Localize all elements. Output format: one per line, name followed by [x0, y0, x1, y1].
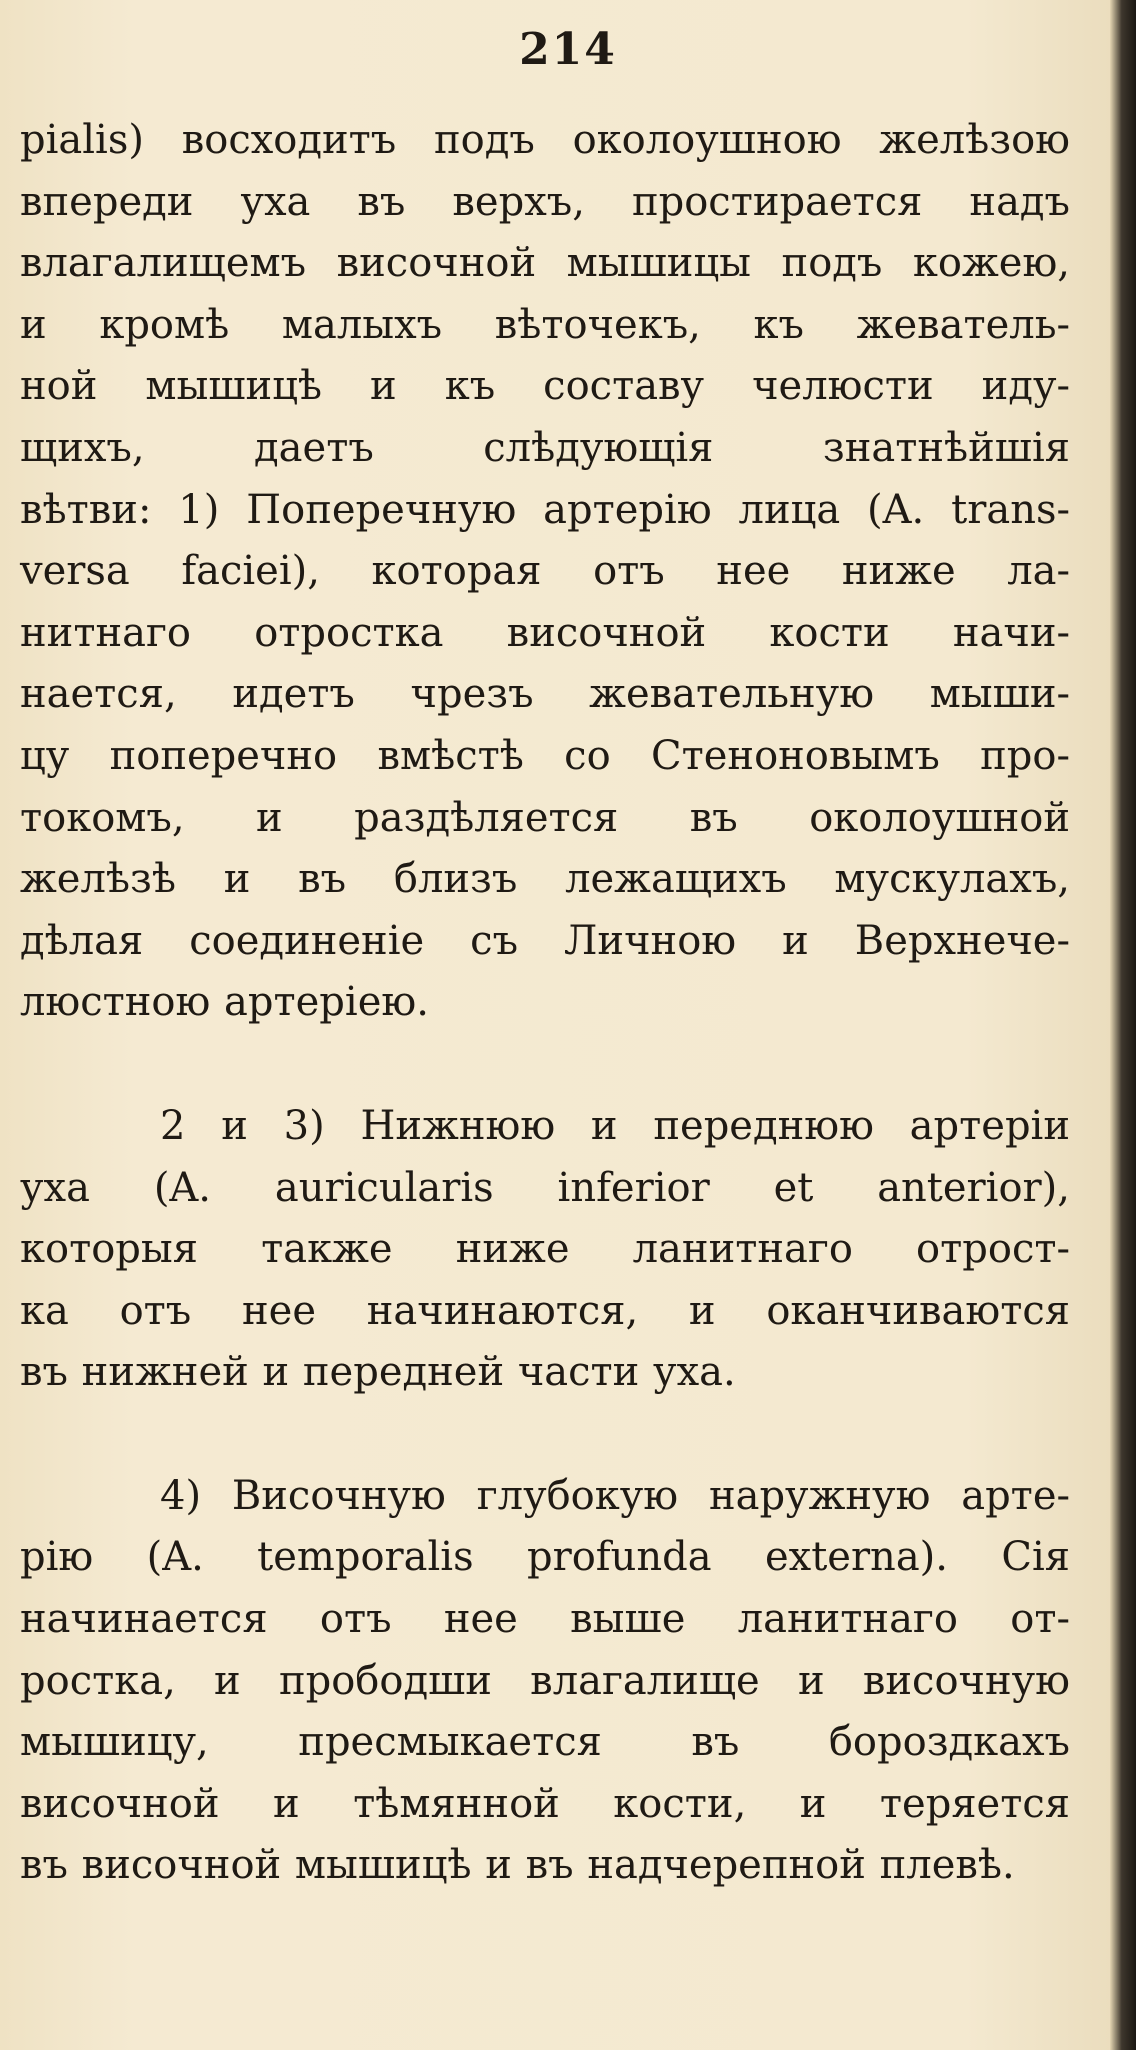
text-line: височной и тѣмянной кости, и теряется [20, 1780, 1070, 1827]
text-line: которыя также ниже ланитнаго отрост- [20, 1226, 1070, 1273]
text-line: versa faciei), которая отъ нее ниже ла- [20, 548, 1070, 595]
paragraph-1 [20, 110, 1070, 1034]
text-line: ростка, и прободши влагалище и височную [20, 1657, 1070, 1704]
text-line: щихъ, даетъ слѣдующія знатнѣйшія [20, 424, 1070, 471]
text-line: въ височной мышицѣ и въ надчерепной плевѣ. [20, 1842, 1015, 1889]
page-edge-shadow [1110, 0, 1136, 2050]
text-line: ка отъ нее начинаются, и оканчиваются [20, 1287, 1070, 1334]
text-line: мышицу, пресмыкается въ бороздкахъ [20, 1719, 1070, 1766]
paragraph-2 [20, 1096, 1070, 1404]
paragraph-spacer [20, 1034, 1070, 1096]
text-line: ріаlіs) восходитъ подъ околоушною желѣзою [20, 117, 1070, 163]
text-line: впереди уха въ верхъ, простирается надъ [20, 178, 1070, 225]
text-line: люстною артеріею. [20, 979, 429, 1026]
text-line: рію (A. temporalis profunda externa). Сія [20, 1534, 1070, 1581]
text-line: 4) Височную глубокую наружную арте- [160, 1472, 1070, 1519]
text-line: влагалищемъ височной мышицы подъ кожею, [20, 240, 1070, 287]
text-line: цу поперечно вмѣстѣ со Стеноновымъ про- [20, 732, 1070, 779]
text-line: уха (A. auricularis inferior et anterior), [20, 1164, 1070, 1211]
text-line: ной мышицѣ и къ составу челюсти иду- [20, 363, 1070, 410]
page-number: 214 [519, 24, 617, 75]
text-line: вѣтви: 1) Поперечную артерію лица (A. trans- [20, 486, 1070, 533]
paragraph-3 [20, 1466, 1070, 1897]
body-text [20, 110, 1070, 1897]
text-line: токомъ, и раздѣляется въ околоушной [20, 794, 1070, 841]
text-line: нается, идетъ чрезъ жевательную мыши- [20, 671, 1070, 718]
text-line: начинается отъ нее выше ланитнаго от- [20, 1596, 1070, 1643]
text-line: нитнаго отростка височной кости начи- [20, 609, 1070, 656]
text-line: желѣзѣ и въ близъ лежащихъ мускулахъ, [20, 856, 1070, 903]
text-line: 2 и 3) Нижнюю и переднюю артеріи [160, 1102, 1070, 1149]
text-line: дѣлая соединеніе съ Личною и Верхнече- [20, 917, 1070, 964]
paragraph-spacer [20, 1404, 1070, 1466]
text-line: въ нижней и передней части уха. [20, 1349, 736, 1396]
text-line: и кромѣ малыхъ вѣточекъ, къ жеватель- [20, 301, 1070, 348]
